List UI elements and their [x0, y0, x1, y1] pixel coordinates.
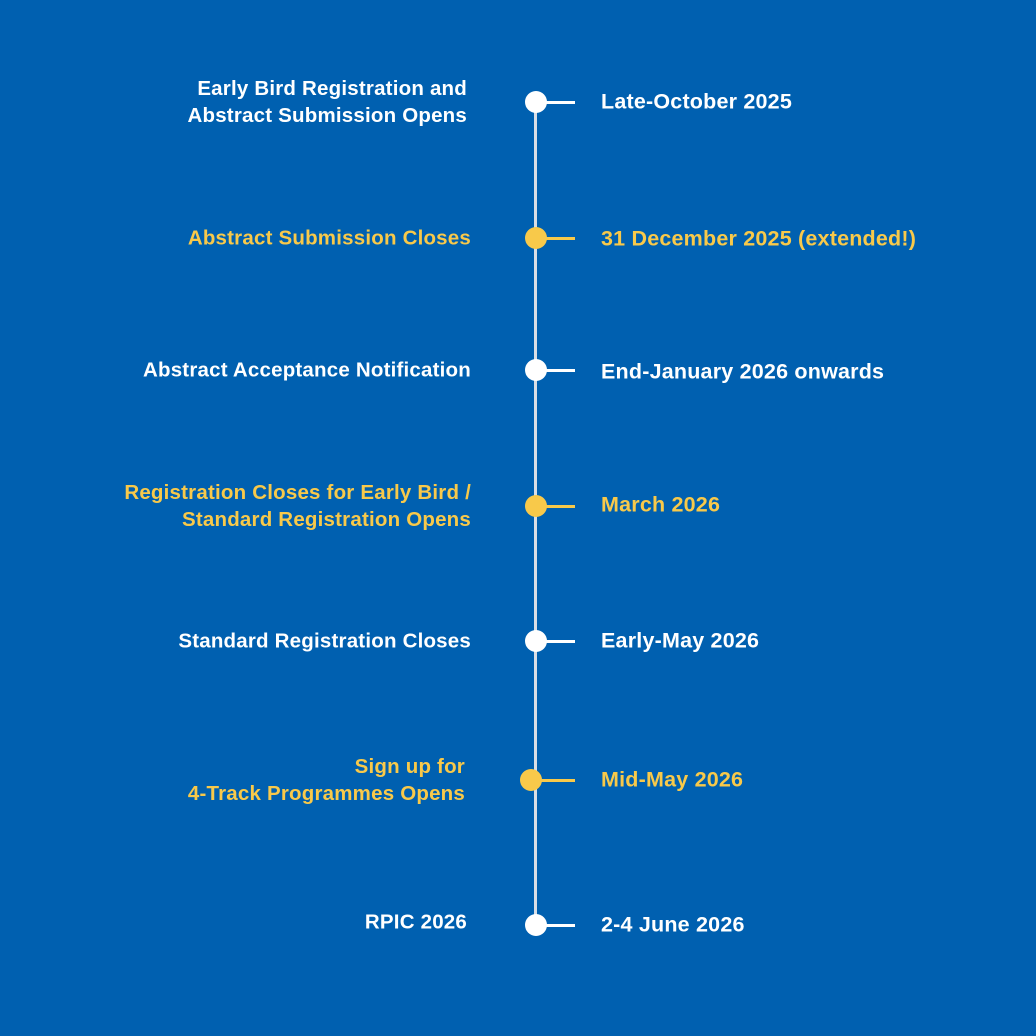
milestone-date: 31 December 2025 (extended!) [601, 226, 917, 251]
milestone-label [188, 753, 465, 807]
milestone-connector [540, 779, 575, 782]
milestone-date: March 2026 [601, 492, 721, 517]
milestone-label-line: Standard Registration Closes [178, 629, 471, 653]
milestone-connector [545, 101, 575, 104]
milestone-date: 2-4 June 2026 [601, 912, 745, 937]
milestone-dot [525, 914, 547, 936]
milestone-label [188, 225, 471, 252]
milestone-label-line: Abstract Acceptance Notification [142, 358, 471, 382]
milestone-label-line: Sign up for [354, 755, 465, 778]
milestone-label-line: Early Bird Registration and [197, 77, 467, 100]
milestone-dot [525, 495, 547, 517]
milestone-dot [525, 227, 547, 249]
milestone-label-line: Registration Closes for Early Bird / [124, 481, 471, 504]
milestone-label-line: Standard Registration Opens [181, 508, 471, 531]
milestone-dot [525, 630, 547, 652]
milestone-label-line: 4-Track Programmes Opens [187, 782, 465, 805]
milestone-dot [525, 359, 547, 381]
milestone-label [143, 357, 471, 384]
milestone-label-line: RPIC 2026 [364, 910, 467, 934]
milestone-date: End-January 2026 onwards [601, 359, 885, 384]
milestone-label-line: Abstract Submission Opens [187, 104, 467, 127]
milestone-date: Mid-May 2026 [601, 767, 744, 792]
milestone-label [124, 479, 471, 533]
milestone-label-line: Abstract Submission Closes [187, 226, 471, 250]
milestone-dot [520, 769, 542, 791]
milestone-connector [545, 924, 575, 927]
milestone-connector [545, 369, 575, 372]
milestone-dot [525, 91, 547, 113]
milestone-label [365, 909, 467, 936]
milestone-connector [545, 237, 575, 240]
milestone-connector [545, 505, 575, 508]
milestone-label [187, 75, 467, 129]
milestone-label [178, 628, 471, 655]
milestone-connector [545, 640, 575, 643]
milestone-date: Early-May 2026 [601, 628, 760, 653]
milestone-date: Late-October 2025 [601, 89, 793, 114]
